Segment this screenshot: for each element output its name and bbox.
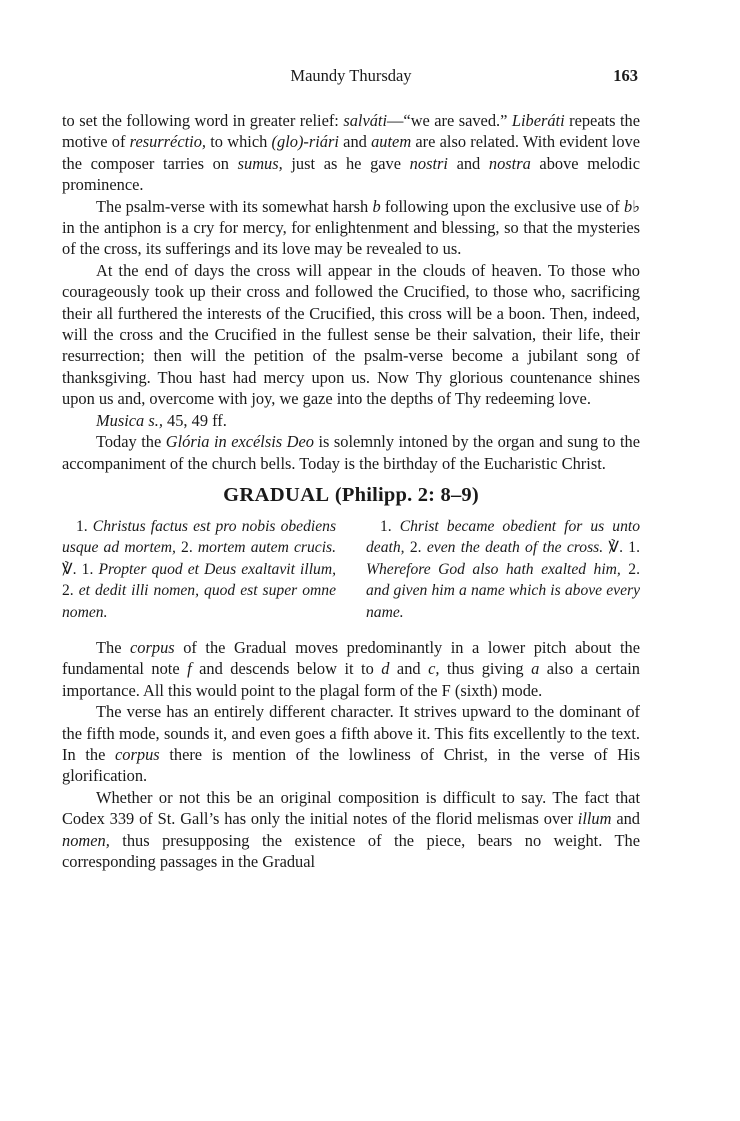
text-run: 2. bbox=[628, 560, 640, 578]
italic-text-run: b♭ bbox=[623, 196, 640, 216]
text-run: 45, 49 ff. bbox=[162, 410, 227, 430]
text-run: of the Gradual moves predominantly in a lower pitch about the fundamental note bbox=[62, 637, 640, 679]
italic-text-run: illum bbox=[577, 809, 612, 829]
paragraph bbox=[62, 260, 640, 410]
text-run: are also related. With evident love the composer tarries on bbox=[62, 132, 640, 173]
citation bbox=[62, 410, 640, 431]
text-run: to which bbox=[206, 132, 272, 152]
italic-text-run: Liberáti bbox=[511, 111, 565, 130]
text-run: 2. bbox=[62, 582, 79, 600]
text-run: 2. bbox=[181, 539, 198, 557]
text-run: The psalm-verse with its somewhat harsh bbox=[96, 196, 373, 216]
text-run: —“we are saved.” bbox=[387, 111, 512, 130]
italic-text-run: corpus bbox=[115, 744, 160, 764]
italic-text-run: Wherefore God also hath exalted him, bbox=[366, 560, 629, 578]
text-run: repeats the motive of bbox=[62, 111, 640, 152]
italic-text-run: Glória in excélsis Deo bbox=[165, 432, 314, 452]
text-run: above melodic prominence. bbox=[62, 153, 641, 195]
text-run: also a certain importance. All this would point to the plagal form of the F (sixth) mode. bbox=[62, 659, 640, 700]
paragraph bbox=[62, 110, 640, 196]
text-run: thus presupposing the existence of the piece, bears no weight. The corresponding passages in the Gradual bbox=[62, 830, 640, 871]
text-run: The bbox=[96, 637, 131, 657]
section-heading-title: GRADUAL bbox=[223, 483, 330, 506]
text-run: 1. bbox=[76, 517, 93, 535]
italic-text-run: and given him a name which is above every name. bbox=[366, 582, 640, 621]
text-run: Today the bbox=[96, 432, 166, 452]
italic-text-run: autem bbox=[371, 132, 412, 152]
italic-text-run: even the death of the cross. bbox=[426, 539, 609, 557]
italic-text-run: Musica s., bbox=[96, 410, 163, 430]
text-run: in the antiphon is a cry for mercy, for enlightenment and blessing, so that the mysteries of the cross, its sufferings and its love may be revealed to us. bbox=[62, 218, 640, 259]
section-heading bbox=[62, 480, 640, 510]
italic-text-run: d bbox=[381, 659, 390, 679]
page-body bbox=[62, 110, 640, 872]
italic-text-run: (glo)-riári bbox=[271, 132, 339, 152]
text-run: and bbox=[611, 809, 640, 829]
text-run: is solemnly intoned by the organ and sung to the accompaniment of the church bells. Today is the birthday of the Eucharistic Christ. bbox=[62, 432, 640, 473]
italic-text-run: et dedit illi nomen, quod est super omne nomen. bbox=[62, 582, 337, 621]
paragraph bbox=[62, 196, 640, 260]
page-number: 163 bbox=[613, 66, 638, 85]
italic-text-run: b bbox=[372, 196, 381, 216]
running-title: Maundy Thursday bbox=[290, 66, 412, 85]
italic-text-run: f bbox=[187, 659, 192, 679]
text-run: Whether or not this be an original composition is difficult to say. The fact that Codex 339 of St. Gall’s has only the initial notes of the florid melismas over bbox=[62, 787, 640, 829]
text-run: ℣. 1. bbox=[62, 560, 99, 578]
paragraph bbox=[62, 637, 640, 701]
italic-text-run: a bbox=[531, 659, 540, 679]
italic-text-run: Propter quod et Deus exaltavit illum, bbox=[98, 560, 336, 578]
paragraph bbox=[62, 701, 640, 787]
italic-text-run: mortem autem crucis. bbox=[197, 539, 337, 557]
italic-text-run: nostra bbox=[488, 153, 531, 173]
text-run: thus giving bbox=[439, 659, 532, 679]
gradual-text-columns bbox=[62, 516, 640, 623]
text-run: and descends below it to bbox=[191, 659, 382, 679]
text-run: 1. bbox=[380, 517, 400, 535]
english-translation bbox=[366, 516, 640, 623]
italic-text-run: salváti bbox=[343, 111, 388, 130]
text-run: to set the following word in greater relief: bbox=[62, 111, 344, 130]
text-run: 2. bbox=[409, 539, 427, 557]
paragraph bbox=[62, 787, 640, 873]
text-run: The verse has an entirely different character. It strives upward to the dominant of the fifth mode, sounds it, and even goes a fifth above it. This fits excellently to the text. In the bbox=[62, 702, 640, 764]
italic-text-run: Christ became obedient for us unto death, bbox=[366, 517, 641, 557]
latin-text bbox=[62, 516, 336, 623]
text-run: and bbox=[447, 153, 489, 173]
running-header bbox=[62, 66, 640, 90]
text-run: following upon the exclusive use of bbox=[380, 196, 624, 216]
italic-text-run: c, bbox=[428, 659, 440, 679]
paragraph bbox=[62, 431, 640, 474]
text-run: At the end of days the cross will appear in the clouds of heaven. To those who courageously took up their cross and followed the Crucified, to those who, sacrificing their all furthered the interests of the Crucified, this cross will be a boon. Then, indeed, will the cross and the Crucified in the fullest sense be their salvation, their life, their resurrection; then will the petition of the psalm-verse become a jubilant song of thanksgiving. Thou hast had mercy upon us. Now Thy glorious countenance shines upon us and, overcome with joy, we gaze into the depths of Thy redeeming love. bbox=[62, 260, 640, 409]
italic-text-run: nomen, bbox=[62, 830, 110, 850]
text-run: there is mention of the lowliness of Christ, in the verse of His glorification. bbox=[62, 744, 640, 786]
text-run: ℣. 1. bbox=[608, 539, 640, 557]
italic-text-run: sumus, bbox=[237, 153, 283, 173]
text-run: just as he gave bbox=[282, 153, 410, 173]
text-run: and bbox=[389, 659, 429, 679]
italic-text-run: nostri bbox=[409, 153, 448, 173]
text-run: and bbox=[338, 132, 372, 152]
italic-text-run: corpus bbox=[130, 637, 175, 657]
section-heading-reference: (Philipp. 2: 8–9) bbox=[334, 483, 479, 506]
italic-text-run: Christus factus est pro nobis obediens usque ad mortem, bbox=[62, 517, 337, 557]
italic-text-run: resurréctio, bbox=[129, 132, 206, 152]
